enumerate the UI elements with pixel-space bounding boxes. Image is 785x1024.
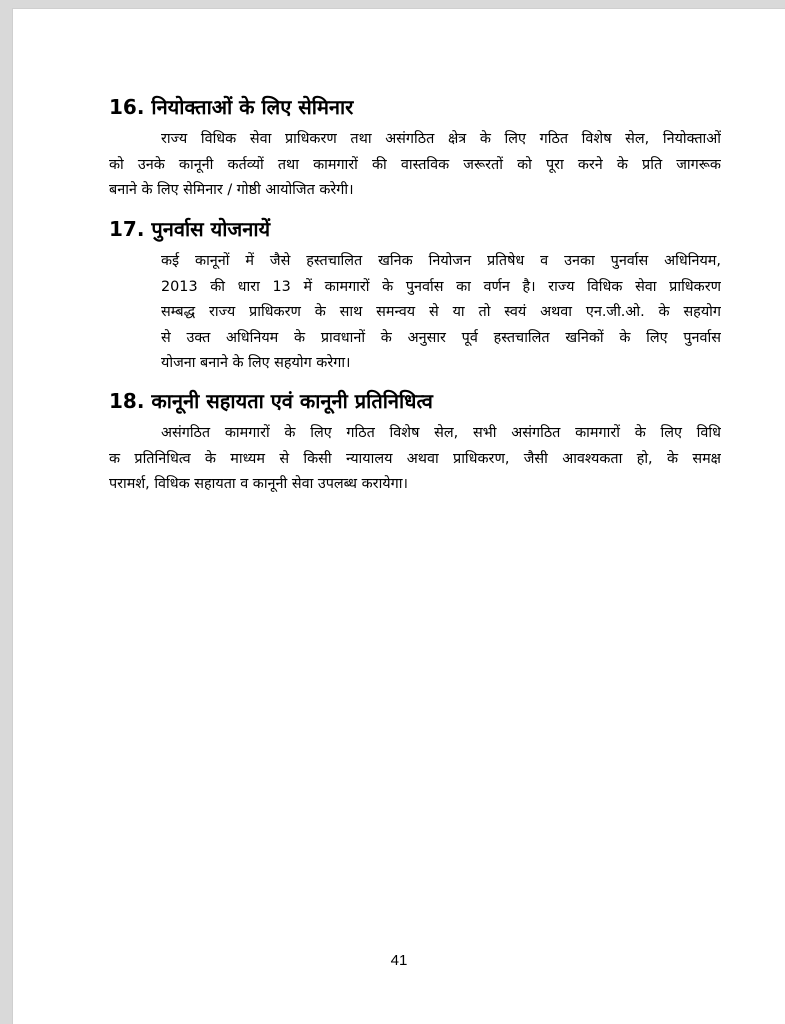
section-heading: 17. पुनर्वास योजनायें bbox=[109, 217, 271, 241]
paragraph-line: योजना बनाने के लिए सहयोग करेगा। bbox=[161, 355, 351, 371]
paragraph-line: क प्रतिनिधित्व के माध्यम से किसी न्यायालय अथवा प्राधिकरण, जैसी आवश्यकता हो, के समक्ष bbox=[109, 450, 721, 467]
section-heading: 16. नियोक्ताओं के लिए सेमिनार bbox=[109, 95, 354, 119]
paragraph-line: राज्य विधिक सेवा प्राधिकरण तथा असंगठित क्षेत्र के लिए गठित विशेष सेल, नियोक्ताओं bbox=[161, 131, 721, 147]
paragraph-line: असंगठित कामगारों के लिए गठित विशेष सेल, सभी असंगठित कामगारों के लिए विधि bbox=[161, 425, 721, 441]
section-18 bbox=[109, 387, 721, 498]
section-heading: 18. कानूनी सहायता एवं कानूनी प्रतिनिधित्व bbox=[109, 389, 433, 413]
paragraph-line: सम्बद्ध राज्य प्राधिकरण के साथ समन्वय से या तो स्वयं अथवा एन.जी.ओ. के सहयोग bbox=[161, 304, 721, 320]
document-page bbox=[12, 8, 785, 1024]
paragraph-line: को उनके कानूनी कर्तव्यों तथा कामगारों की वास्तविक जरूरतों को पूरा करने के प्रति जागरूक bbox=[109, 156, 721, 173]
section-17 bbox=[109, 215, 721, 377]
paragraph-line: बनाने के लिए सेमिनार / गोष्ठी आयोजित करेगी। bbox=[109, 182, 354, 198]
page-number: 41 bbox=[390, 952, 408, 969]
section-paragraph bbox=[109, 421, 721, 498]
paragraph-line: 2013 की धारा 13 में कामगारों के पुनर्वास का वर्णन है। राज्य विधिक सेवा प्राधिकरण bbox=[161, 278, 721, 295]
paragraph-line: से उक्त अधिनियम के प्रावधानों के अनुसार पूर्व हस्तचालित खनिकों के लिए पुनर्वास bbox=[161, 329, 721, 346]
section-paragraph bbox=[161, 249, 721, 377]
section-16 bbox=[109, 93, 721, 204]
section-paragraph bbox=[109, 127, 721, 204]
paragraph-line: कई कानूनों में जैसे हस्तचालित खनिक नियोजन प्रतिषेध व उनका पुनर्वास अधिनियम, bbox=[161, 253, 721, 269]
paragraph-line: परामर्श, विधिक सहायता व कानूनी सेवा उपलब्ध करायेगा। bbox=[109, 476, 408, 492]
